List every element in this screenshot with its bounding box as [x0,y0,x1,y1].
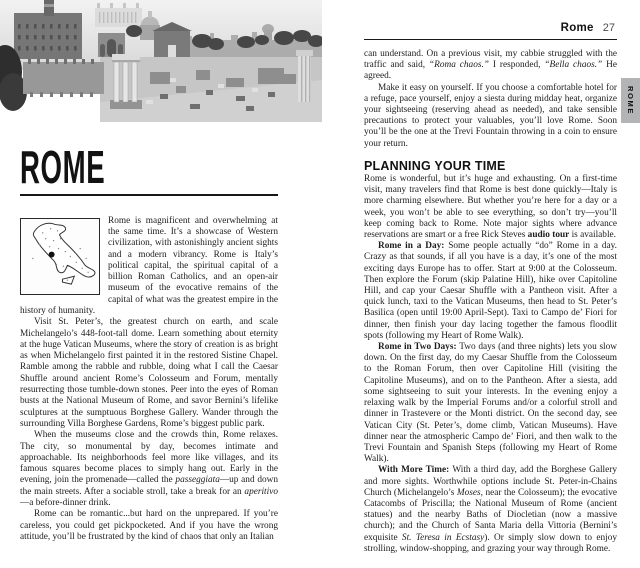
running-head-chapter: Rome [560,22,594,34]
roman-forum-photo [0,0,322,122]
paragraph: Visit St. Peter’s, the greatest church on earth, and scale Michelangelo’s 448-foot-tall dome. Learn something about eternity at the huge Vatican Museums, where the story of creation is as bright as when Michelangelo first painted it in the restored Sistine Chapel. Ramble among the rabble and rubble, doing what I call the Caesar Shuffle around ancient Rome’s Colosseum and Forum, mentally resurrecting those tumble-down stones. Peer into the eyes of Roman busts at the National Museum of Rome, and savor Bernini’s lifelike sculptures at the sumptuous Borghese Gallery. Wander through the surrounding Villa Borghese Gardens, Rome’s biggest public park. [20,317,278,429]
paragraph: Rome in Two Days: Two days (and three nights) lets you slow down. On the first day, do my Caesar Shuffle from the Colosseum to the Roman Forum, then over Capitoline Hill (visiting the Capitoline Museums), and on to the Pantheon. After a siesta, add some sightseeing to suit your interests. In the evening enjoy a relaxing walk by the Imperial Forums and/or a colorful stroll and dinner in Trastevere or the Monti district. On the second day, see Vatican City (St. Peter’s, dome climb, Vatican Museums). Have dinner near the atmospheric Campo de’ Fiori, and then walk to the Trevi Fountain and Spanish Steps (following my Heart of Rome Walk). [364,342,618,465]
right-section-paragraphs [364,174,617,555]
running-head-rule [364,39,617,40]
page-number: 27 [602,22,615,34]
paragraph: When the museums close and the crowds thin, Rome relaxes. The city, so monumental by day, becomes intimate and approachable. Its neighborhoods feel more like villages, and its famous squares become places to simply hang out. Early in the evening, join the promenade—called the passeggiata—up and down the main streets. After a sociable stroll, take a break for an aperitivo—a before-dinner drink. [20,430,278,509]
section-heading: PLANNING YOUR TIME [364,158,506,173]
left-body-text [20,216,278,544]
rome-location-dot [49,251,55,257]
paragraph: Make it easy on yourself. If you choose a comfortable hotel for a refuge, pace yourself, enjoy a siesta during midday heat, organize your sightseeing (reserving ahead as needed), and take sensible precautions to protect your valuables, you’ll love Rome. Soon you’ll be the one at the Trevi Fountain throwing in a coin to ensure your return. [364,82,617,149]
italy-map-illustration [21,219,99,294]
title-rule [20,194,278,196]
paragraph: Rome in a Day: Some people actually “do” Rome in a day. Crazy as that sounds, if all you have is a day, it’s one of the most exciting days Europe has to offer. Start at 9:00 at the Colosseum. Then explore the Forum (skip Palatine Hill), hike over Capitoline Hill, and cap your Caesar Shuffle with a Pantheon visit. After a quick lunch, taxi to the Vatican Museums, then head to St. Peter’s Basilica (open until 19:00 April-Sept). Taxi to Campo de’ Fiori for dinner, then finish your day lacing together the famous floodlit spots (following my Heart of Rome Walk). [364,241,617,341]
right-body-text [364,49,617,555]
paragraph: can understand. On a previous visit, my cabbie struggled with the traffic and said, “Roma chaos.” I responded, “Bella chaos.” He agreed. [364,49,617,82]
italy-locator-map [20,218,100,295]
forum-photo-illustration [0,0,322,122]
right-top-paragraphs [364,49,617,150]
left-column [20,141,278,543]
chapter-side-tab [621,78,640,123]
paragraph: With More Time: With a third day, add the Borghese Gallery and more sights. Worthwhile options include St. Peter-in-Chains Church (Michelangelo’s Moses, near the Colosseum); the evocative Catacombs of Priscilla; the National Museum of Rome (ancient statues) and the nearby Baths of Diocletian (now a massive church); and the Church of Santa Maria della Vittoria (Bernini’s exquisite St. Teresa in Ecstasy). Or simply slow down to enjoy strolling, window-shopping, and grazing your way through Rome. [364,465,618,554]
paragraph: Rome can be romantic...but hard on the unprepared. If you’re careless, you could get pickpocketed. And if you have the wrong attitude, you’ll be frustrated by the kind of chaos that only an Italian [20,509,278,542]
paragraph: Rome is magnificent and overwhelming at the same time. It’s a showcase of Western civilization, with astonishingly ancient sights and a modern vibrancy. Rome is Italy’s political capital, the spiritual capital of a billion Roman Catholics, and an open-air museum of the evocative remains of the capital of what was the greatest empire in the history of humanity. [20,215,278,316]
page-title: ROME [20,141,106,193]
right-column [364,18,617,555]
side-tab-label: ROME [626,86,635,115]
running-head [364,18,617,36]
paragraph: Rome is wonderful, but it’s huge and exhausting. On a first-time visit, many travelers find that Rome is best done quickly—Italy is more charming elsewhere. But whether you’re here for a day or a week, you won’t be able to see everything, so don’t try—you’ll keep coming back to Rome. Note major sights where advance reservations are smart or a free Rick Steves audio tour is available. [364,174,617,241]
